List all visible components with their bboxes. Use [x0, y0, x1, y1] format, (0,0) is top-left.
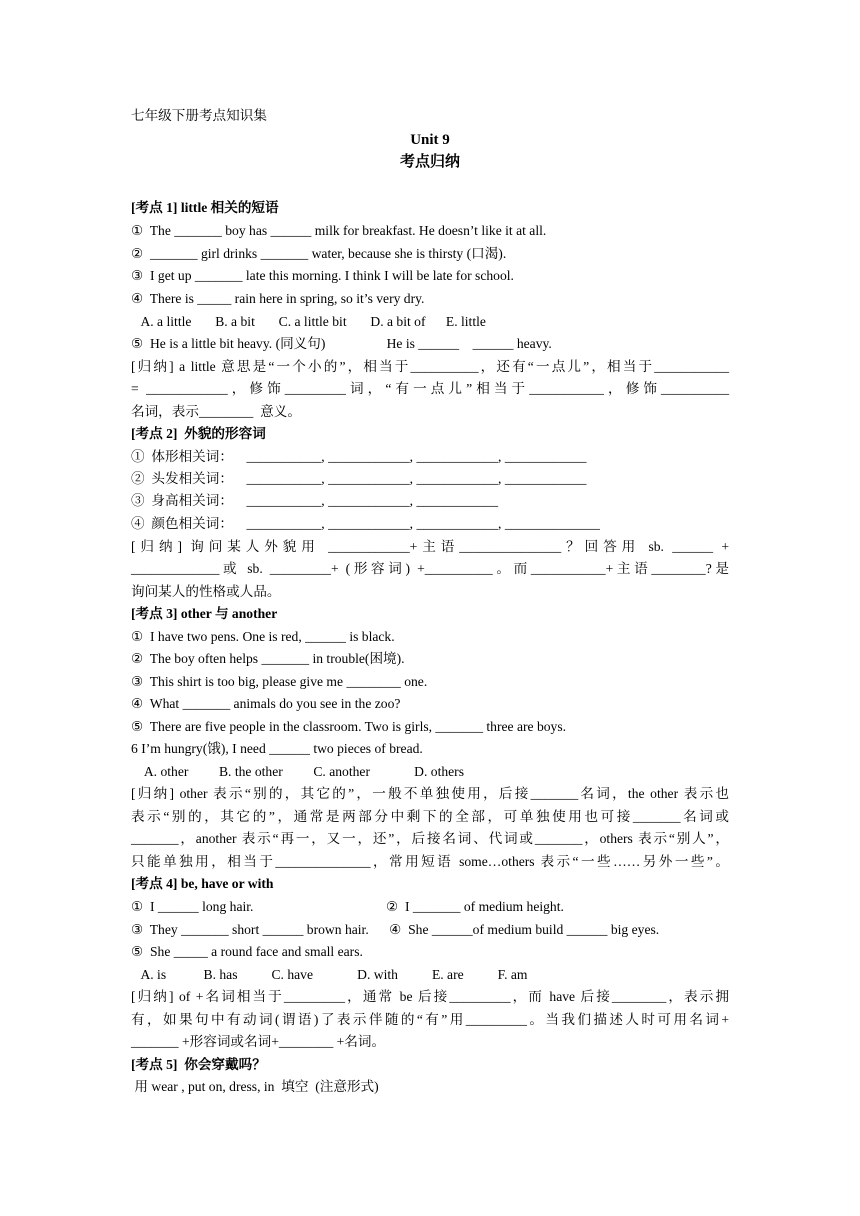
question-line: ③ 身高相关词： ___________, ____________, ____________: [131, 493, 499, 508]
question-line: ① 体形相关词： ___________, ____________, ____________, ____________: [131, 449, 587, 464]
section-heading-2: [考点 2] 外貌的形容词: [131, 426, 266, 441]
section-heading-5: [考点 5] 你会穿戴吗？: [131, 1057, 266, 1072]
summary-line: 表示“别的，其它的”，通常是两部分中剩下的全部，可单独使用也可接_______名词或: [131, 809, 729, 824]
summary-line: _______，another 表示“再一，又一，还”，后接名词、代词或_______，others 表示“别人”，: [131, 831, 729, 846]
page-subtitle: 考点归纳: [399, 154, 460, 170]
section-heading-4: [考点 4] be, have or with: [131, 876, 274, 891]
summary-line: 询问某人的性格或人品。: [131, 584, 281, 599]
options-line: A. a little B. a bit C. a little bit D. a bit of E. little: [131, 314, 486, 329]
options-line: A. other B. the other C. another D. others: [131, 764, 465, 779]
summary-line: 名词，表示________ 意义。: [131, 404, 301, 419]
summary-line: [归纳] other 表示“别的，其它的”，一般不单独使用，后接_______名词，the other 表示也: [131, 786, 729, 801]
question-line: ⑤ She _____ a round face and small ears.: [131, 944, 363, 959]
question-line: ④ There is _____ rain here in spring, so it’s very dry.: [131, 291, 425, 306]
question-line: ③ I get up _______ late this morning. I think I will be late for school.: [131, 268, 514, 283]
question-line: ① I have two pens. One is red, ______ is black.: [131, 629, 395, 644]
summary-line: _____________或 sb. _________+ (形容词) +__________。而___________+主语________?是: [131, 561, 729, 576]
summary-line: [归纳] of +名词相当于_________，通常 be 后接_________，而 have 后接________，表示拥: [131, 989, 729, 1004]
page-title: Unit 9: [410, 132, 450, 148]
summary-line: 有，如果句中有动词(谓语)了表示伴随的“有”用_________。当我们描述人时可用名词+: [131, 1012, 729, 1027]
page-header: 七年级下册考点知识集: [131, 108, 267, 123]
question-line: ⑤ He is a little bit heavy. (同义句) He is ______ ______ heavy.: [131, 336, 552, 351]
summary-line: [归纳] a little 意思是“一个小的”，相当于__________，还有“一点儿”，相当于___________: [131, 359, 729, 374]
question-line: ③ This shirt is too big, please give me ________ one.: [131, 674, 428, 689]
question-line: ⑤ There are five people in the classroom. Two is girls, _______ three are boys.: [131, 719, 567, 734]
section-heading-3: [考点 3] other 与 another: [131, 606, 278, 621]
instruction-line: 用 wear , put on, dress, in 填空 (注意形式): [131, 1079, 379, 1094]
section-heading-1: [考点 1] little 相关的短语: [131, 200, 279, 215]
summary-line: _______ +形容词或名词+________ +名词。: [131, 1034, 386, 1049]
question-line: ① The _______ boy has ______ milk for breakfast. He doesn’t like it at all.: [131, 223, 547, 238]
summary-line: [归纳] 询问某人外貌用 ____________+主语_______________？回答用 sb. ______ +: [131, 539, 729, 554]
options-line: A. is B. has C. have D. with E. are F. am: [131, 967, 528, 982]
question-line: ② 头发相关词： ___________, ____________, ____________, ____________: [131, 471, 587, 486]
question-line: ② _______ girl drinks _______ water, because she is thirsty (口渴).: [131, 246, 507, 261]
summary-line: = ____________，修饰_________词，“有一点儿”相当于___________，修饰__________: [131, 381, 729, 396]
question-line: ① I ______ long hair. ② I _______ of medium height.: [131, 899, 564, 914]
question-line: ③ They _______ short ______ brown hair. ④ She ______of medium build ______ big eyes.: [131, 922, 660, 937]
question-line: ④ What _______ animals do you see in the zoo?: [131, 696, 401, 711]
question-line: 6 I’m hungry(饿), I need ______ two pieces of bread.: [131, 741, 423, 756]
summary-line: 只能单独用，相当于______________，常用短语 some…others 表示“一些……另外一些”。: [131, 854, 729, 869]
question-line: ④ 颜色相关词： ___________, ____________, ____________, ______________: [131, 516, 600, 531]
question-line: ② The boy often helps _______ in trouble(困境).: [131, 651, 405, 666]
